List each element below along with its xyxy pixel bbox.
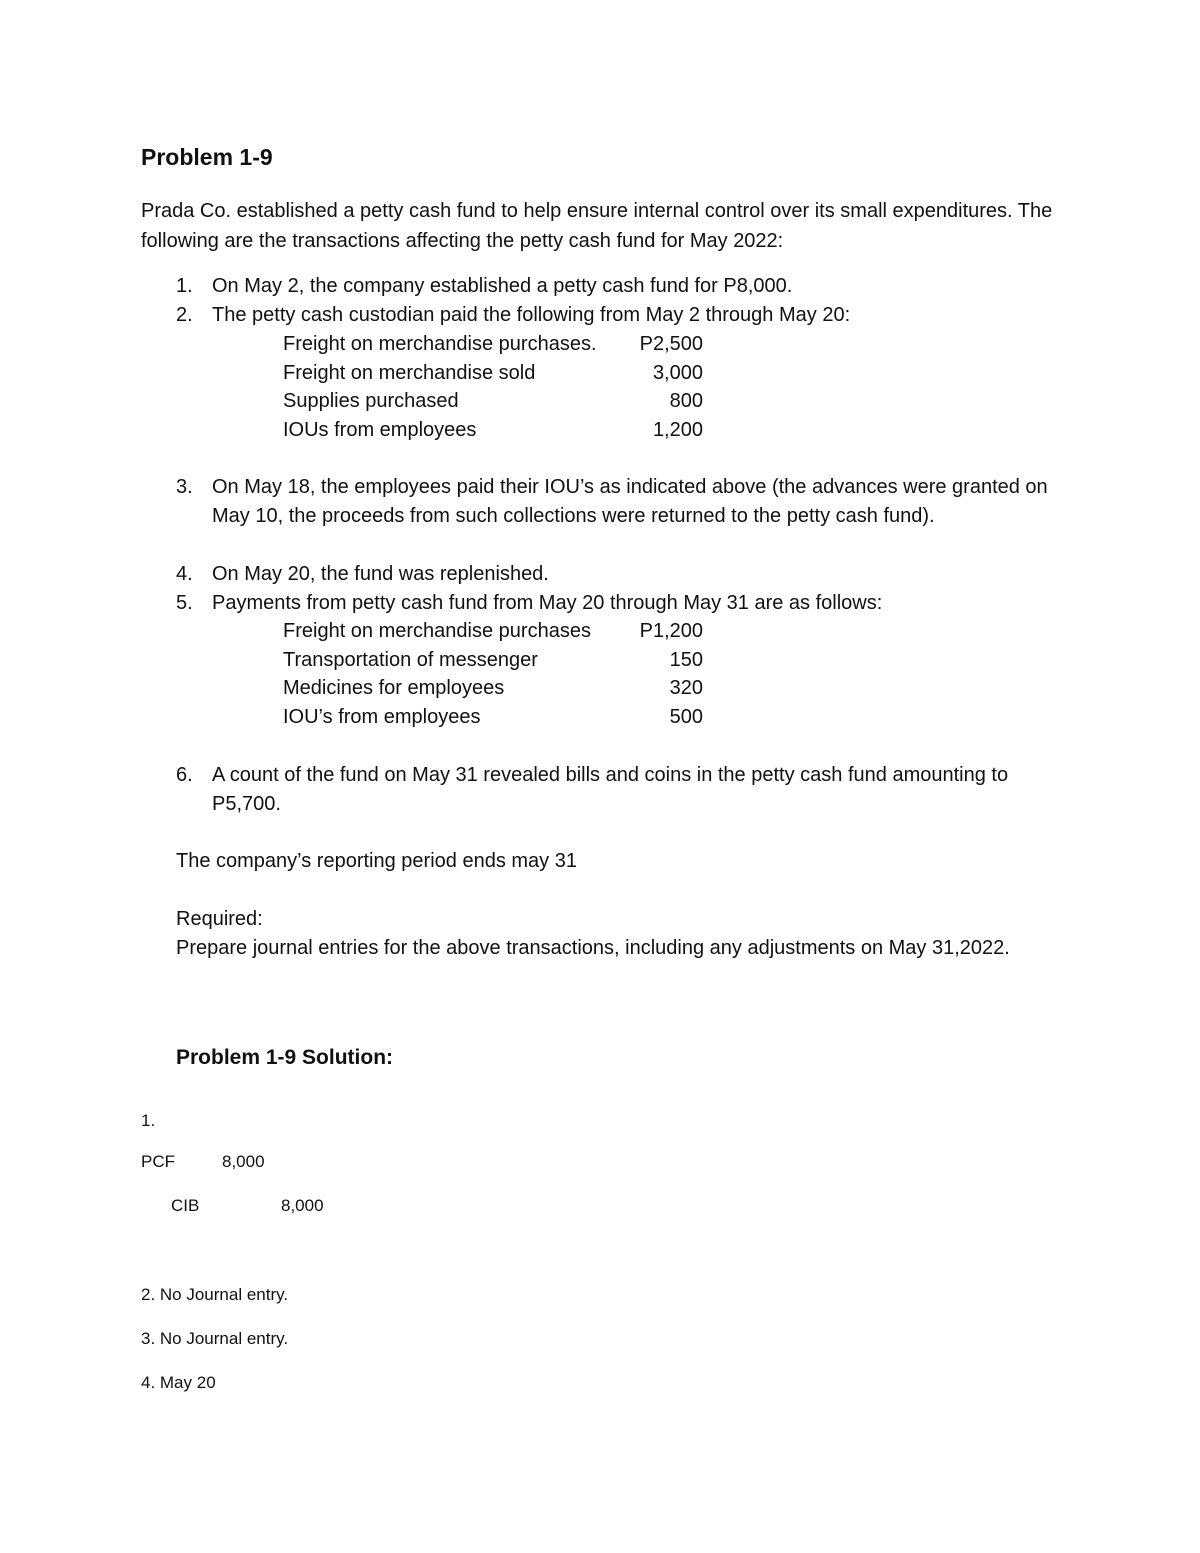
reporting-period-note: The company’s reporting period ends may 31 [176, 850, 577, 872]
expense-label: Medicines for employees [283, 677, 505, 699]
problem-intro: Prada Co. established a petty cash fund to help ensure internal control over its small expenditures. The following are the transactions affecting the petty cash fund for May 2022: [141, 200, 1053, 252]
expense-label: Freight on merchandise purchases [283, 620, 591, 642]
solution-step-4: 4. May 20 [141, 1373, 216, 1392]
expense-amount: P1,200 [639, 620, 703, 642]
required-label: Required: [176, 908, 263, 930]
problem-title: Problem 1-9 [141, 144, 273, 170]
journal-debit-amount: 8,000 [222, 1152, 265, 1171]
journal-credit-account: CIB [171, 1196, 200, 1215]
expense-label: Transportation of messenger [283, 649, 538, 671]
expense-amount: 150 [669, 649, 703, 671]
expense-label: Freight on merchandise purchases. [283, 333, 597, 355]
solution-step-number: 1. [141, 1111, 156, 1130]
expense-amount: 3,000 [652, 362, 703, 384]
list-item-number: 5. [176, 592, 193, 614]
expense-amount: 800 [669, 390, 703, 412]
expense-label: Supplies purchased [283, 390, 459, 412]
list-item-text: On May 2, the company established a petty cash fund for P8,000. [212, 275, 793, 297]
expense-label: Freight on merchandise sold [283, 362, 536, 384]
expense-amount: 320 [669, 677, 703, 699]
journal-debit-account: PCF [141, 1152, 175, 1171]
solution-step-2: 2. No Journal entry. [141, 1285, 289, 1304]
expense-label: IOUs from employees [283, 419, 477, 441]
list-item-number: 1. [176, 275, 193, 297]
expense-amount: P2,500 [639, 333, 703, 355]
expense-amount: 1,200 [652, 419, 703, 441]
list-item-text: A count of the fund on May 31 revealed bills and coins in the petty cash fund amounting to P5,700. [212, 764, 1009, 815]
list-item-text: Payments from petty cash fund from May 20 through May 31 are as follows: [212, 592, 883, 614]
journal-credit-amount: 8,000 [281, 1196, 324, 1215]
solution-title: Problem 1-9 Solution: [176, 1046, 394, 1069]
expense-amount: 500 [669, 706, 703, 728]
list-item-number: 4. [176, 563, 193, 585]
expense-label: IOU’s from employees [283, 706, 481, 728]
list-item-number: 2. [176, 304, 193, 326]
list-item-number: 6. [176, 764, 193, 786]
solution-step-3: 3. No Journal entry. [141, 1329, 289, 1348]
required-text: Prepare journal entries for the above transactions, including any adjustments on May 31,2022. [176, 937, 1010, 959]
list-item-number: 3. [176, 476, 193, 498]
list-item-text: The petty cash custodian paid the following from May 2 through May 20: [212, 304, 851, 326]
list-item-text: On May 20, the fund was replenished. [212, 563, 549, 585]
list-item-text: On May 18, the employees paid their IOU’s as indicated above (the advances were granted on May 10, the proceeds from such collections were returned to the petty cash fund). [212, 476, 1048, 527]
